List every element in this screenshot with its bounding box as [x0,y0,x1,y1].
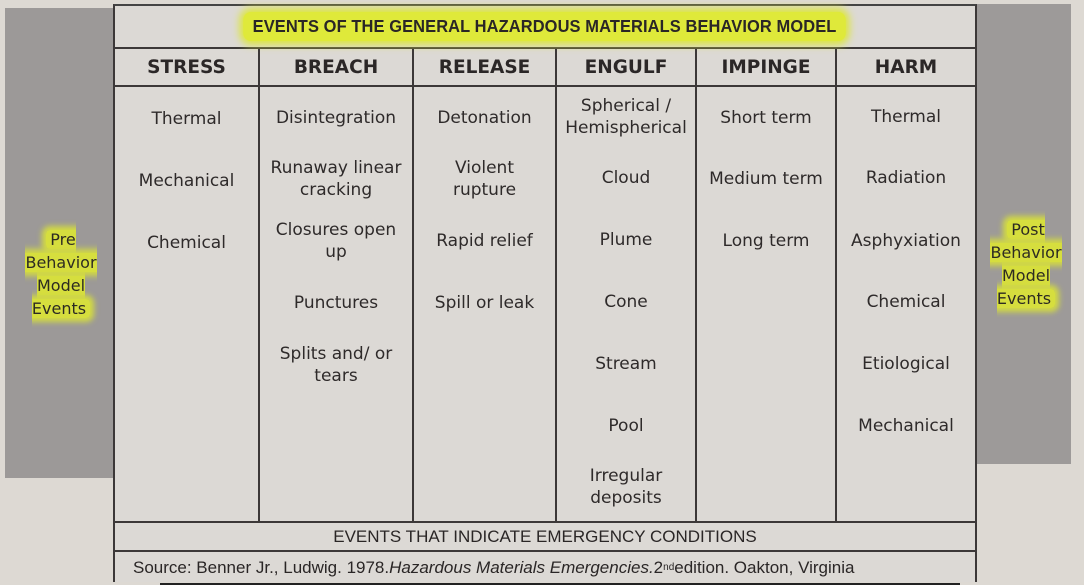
column-stress [115,87,260,521]
table-body [115,87,975,523]
post-behavior-label: Post Behavior Model Events [990,220,1062,308]
table-cell: Violent rupture [452,158,517,200]
table-cell: Pool [608,416,644,436]
column-header-row [115,49,975,87]
table-cell: Irregular deposits [589,466,663,508]
table-cell: Disintegration [275,108,397,128]
source-title: Hazardous Materials Emergencies. [389,558,654,577]
table-cell: Detonation [437,108,532,128]
table-cell: Chemical [147,233,226,253]
table-cell: Mechanical [138,171,235,191]
table-cell: Long term [722,231,810,251]
table-cell: Splits and/ or tears [279,344,393,386]
source-edition-number: 2 [653,558,664,577]
header-impinge: IMPINGE [697,49,837,85]
table-cell: Plume [599,230,653,250]
header-stress: STRESS [115,49,260,85]
table-cell: Short term [720,108,812,128]
table-cell: Cloud [601,168,651,188]
table-title-row [115,6,975,49]
table-cell: Stream [595,354,657,374]
header-breach: BREACH [260,49,414,85]
column-release [414,87,557,521]
column-harm [837,87,975,521]
table-cell: Chemical [866,292,946,312]
table-cell: Runaway linear cracking [270,158,402,200]
table-cell: Spherical / Hemispherical [565,96,687,138]
header-release: RELEASE [414,49,557,85]
column-impinge [697,87,837,521]
table-cell: Thermal [151,109,222,129]
table-cell: Thermal [870,107,941,127]
source-suffix: edition. Oakton, Virginia [674,558,855,577]
table-cell: Cone [604,292,648,312]
table-title: EVENTS OF THE GENERAL HAZARDOUS MATERIALS BEHAVIOR MODEL [244,12,847,41]
table-cell: Radiation [865,168,947,188]
table-cell: Etiological [862,354,950,374]
pre-behavior-label: Pre Behavior Model Events [25,230,97,318]
source-prefix: Source: Benner Jr., Ludwig. 1978. [133,558,390,577]
column-engulf [557,87,697,521]
table-cell: Asphyxiation [851,231,961,251]
header-harm: HARM [874,56,938,78]
behavior-model-table [113,4,977,582]
table-cell: Spill or leak [434,293,535,313]
column-breach [260,87,414,521]
header-engulf: ENGULF [557,49,697,85]
table-cell: Mechanical [858,416,954,436]
emergency-conditions-footer: EVENTS THAT INDICATE EMERGENCY CONDITIONS [115,523,975,552]
table-cell: Rapid relief [436,231,533,251]
table-cell: Punctures [293,293,379,313]
table-cell: Medium term [709,169,823,189]
source-citation: Source: Benner Jr., Ludwig. 1978. Hazardous Materials Emergencies. 2 nd edition. Oakton, Virginia [133,558,855,577]
table-cell: Closures open up [275,220,397,262]
